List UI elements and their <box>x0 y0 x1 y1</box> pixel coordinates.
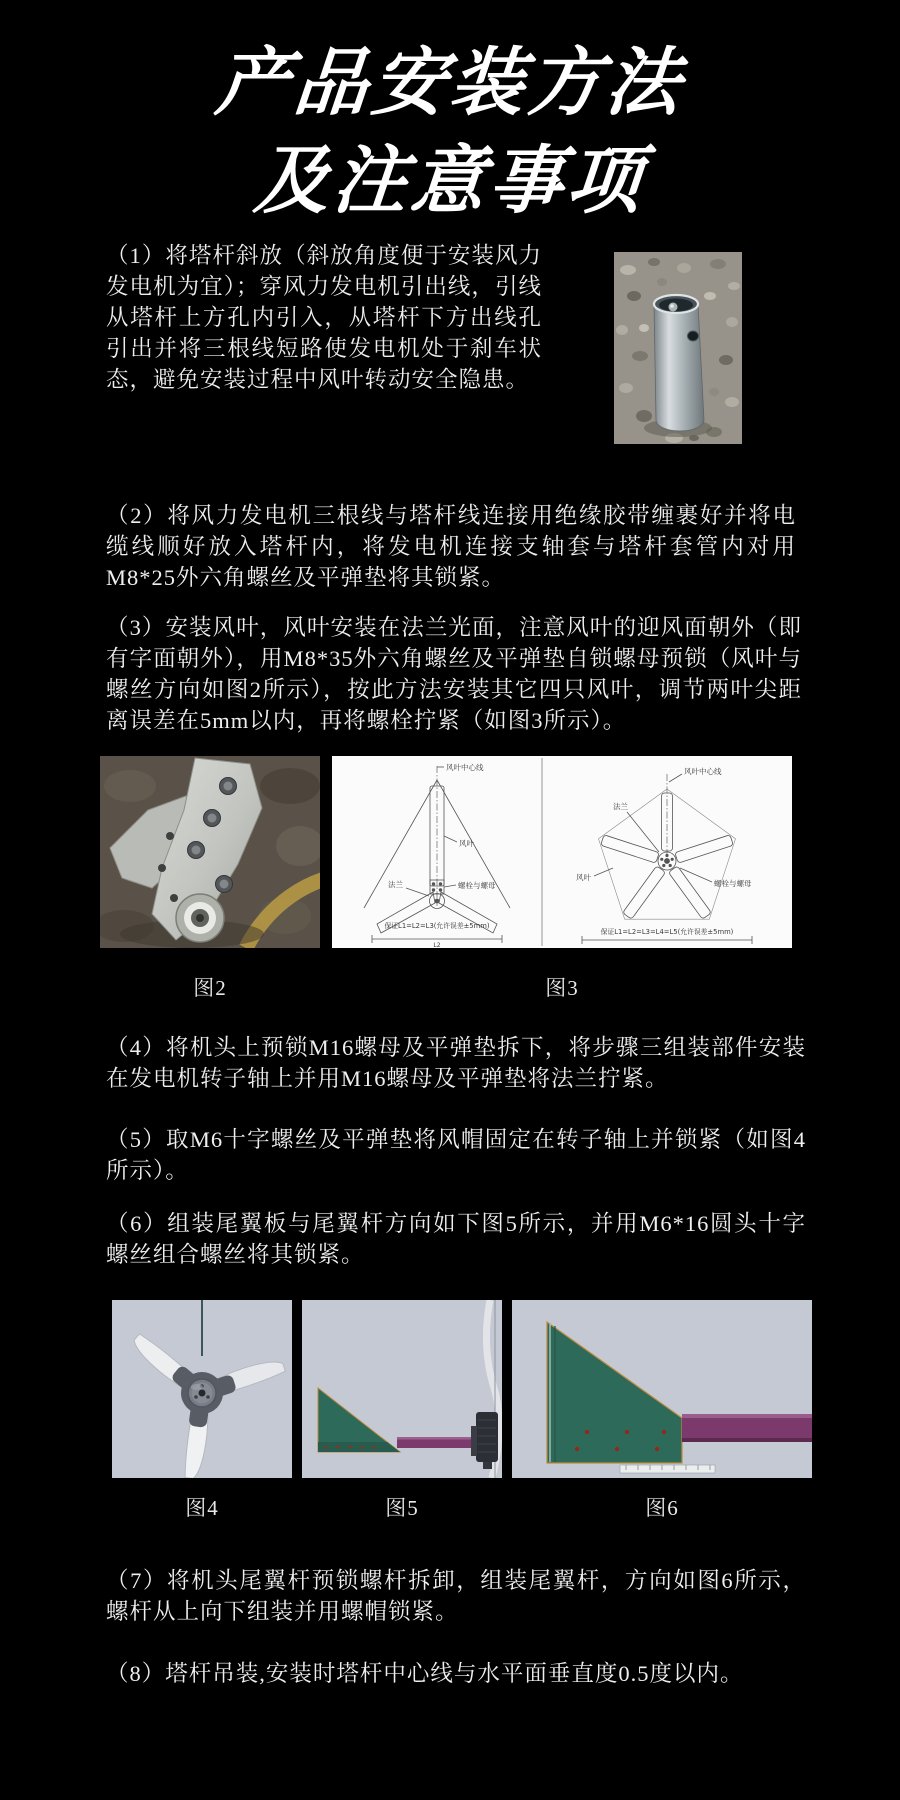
step-3-text: （3）安装风叶，风叶安装在法兰光面，注意风叶的迎风面朝外（即有字面朝外），用M8*35外六角螺丝及平弹垫自锁螺母预锁（风叶与螺丝方向如图2所示），按此方法安装其它四只风叶，调节两叶尖距离误差在5mm以内，再将螺栓拧紧（如图3所示）。 <box>106 615 802 733</box>
step-7-text: （7）将机头尾翼杆预锁螺杆拆卸，组装尾翼杆，方向如图6所示，螺杆从上向下组装并用螺帽锁紧。 <box>106 1568 806 1624</box>
shaft-nut <box>483 1462 492 1469</box>
tower-base-photo <box>614 252 742 444</box>
page-title-line2: 及注意事项 <box>251 138 649 224</box>
page-title-line1: 产品安装方法 <box>212 40 688 126</box>
tail-rod-large-shade <box>682 1438 812 1442</box>
figure6-caption: 图6 <box>645 1496 679 1520</box>
figure5-image <box>302 1300 502 1478</box>
figure2-image <box>100 756 320 948</box>
tower-base-photo-image <box>614 252 742 444</box>
tail-fin-base-strip <box>318 1442 400 1452</box>
figure4-image <box>112 1300 292 1478</box>
figure3-technical-drawings <box>332 756 792 948</box>
step-2-text: （2）将风力发电机三根线与塔杆线连接用绝缘胶带缠裹好并将电缆线顺好放入塔杆内，将发电机连接支轴套与塔杆套管内对用M8*25外六角螺丝及平弹垫将其锁紧。 <box>106 503 796 590</box>
label-blade-left: 风叶 <box>459 839 474 848</box>
label-dim-left: L2 <box>433 942 441 948</box>
step-5-text: （5）取M6十字螺丝及平弹垫将风帽固定在转子轴上并锁紧（如图4所示）。 <box>106 1127 806 1183</box>
label-note-left: 保证L1=L2=L3(允许误差±5mm) <box>384 922 490 930</box>
figure6-tail-fin-render <box>512 1300 812 1478</box>
figure6-image <box>512 1300 812 1478</box>
pole-body <box>654 304 704 431</box>
scale-ruler <box>620 1465 715 1473</box>
step-8-text: （8）塔杆吊装,安装时塔杆中心线与水平面垂直度0.5度以内。 <box>106 1661 744 1686</box>
label-center-line-left: 风叶中心线 <box>446 763 484 772</box>
shaft-hole <box>199 1390 206 1397</box>
label-flange-left: 法兰 <box>388 880 403 889</box>
figure3-caption: 图3 <box>545 976 579 1000</box>
drawing-background <box>332 756 792 948</box>
figure5-caption: 图5 <box>385 1496 419 1520</box>
label-bolt-nut-right: 螺栓与螺母 <box>714 879 752 888</box>
step-6-text: （6）组装尾翼板与尾翼杆方向如下图5所示，并用M6*16圆头十字螺丝组合螺丝将其锁紧。 <box>106 1211 806 1267</box>
side-wire-hole <box>688 331 699 341</box>
figure4-caption: 图4 <box>185 1496 219 1520</box>
tail-rod-highlight <box>397 1437 482 1440</box>
figure2-blade-hub-photo <box>100 756 320 948</box>
tail-rod-large-highlight <box>682 1414 812 1418</box>
step-1-text: （1）将塔杆斜放（斜放角度便于安装风力发电机为宜）；穿风力发电机引出线，引线从塔杆上方孔内引入，从塔杆下方出线孔引出并将三根线短路使发电机处于刹车状态，避免安装过程中风叶转动安全隐患。 <box>106 243 542 392</box>
figure5-tail-assembly-render <box>302 1300 502 1478</box>
figure4-rotor-render <box>112 1300 292 1478</box>
figure2-caption: 图2 <box>193 976 227 1000</box>
bearing-hub <box>176 894 224 942</box>
label-blade-right: 风叶 <box>576 873 591 882</box>
label-flange-right: 法兰 <box>613 802 628 811</box>
label-note-right: 保证L1=L2=L3=L4=L5(允许误差±5mm) <box>600 928 734 936</box>
inner-bolt-highlight <box>670 304 674 308</box>
step-4-text: （4）将机头上预锁M16螺母及平弹垫拆下，将步骤三组装部件安装在发电机转子轴上并用M16螺母及平弹垫将法兰拧紧。 <box>106 1035 806 1091</box>
tail-rod-large <box>682 1414 812 1442</box>
label-center-line-right: 风叶中心线 <box>684 767 722 776</box>
figure3-image <box>332 756 792 948</box>
label-bolt-nut-left: 螺栓与螺母 <box>458 881 496 890</box>
